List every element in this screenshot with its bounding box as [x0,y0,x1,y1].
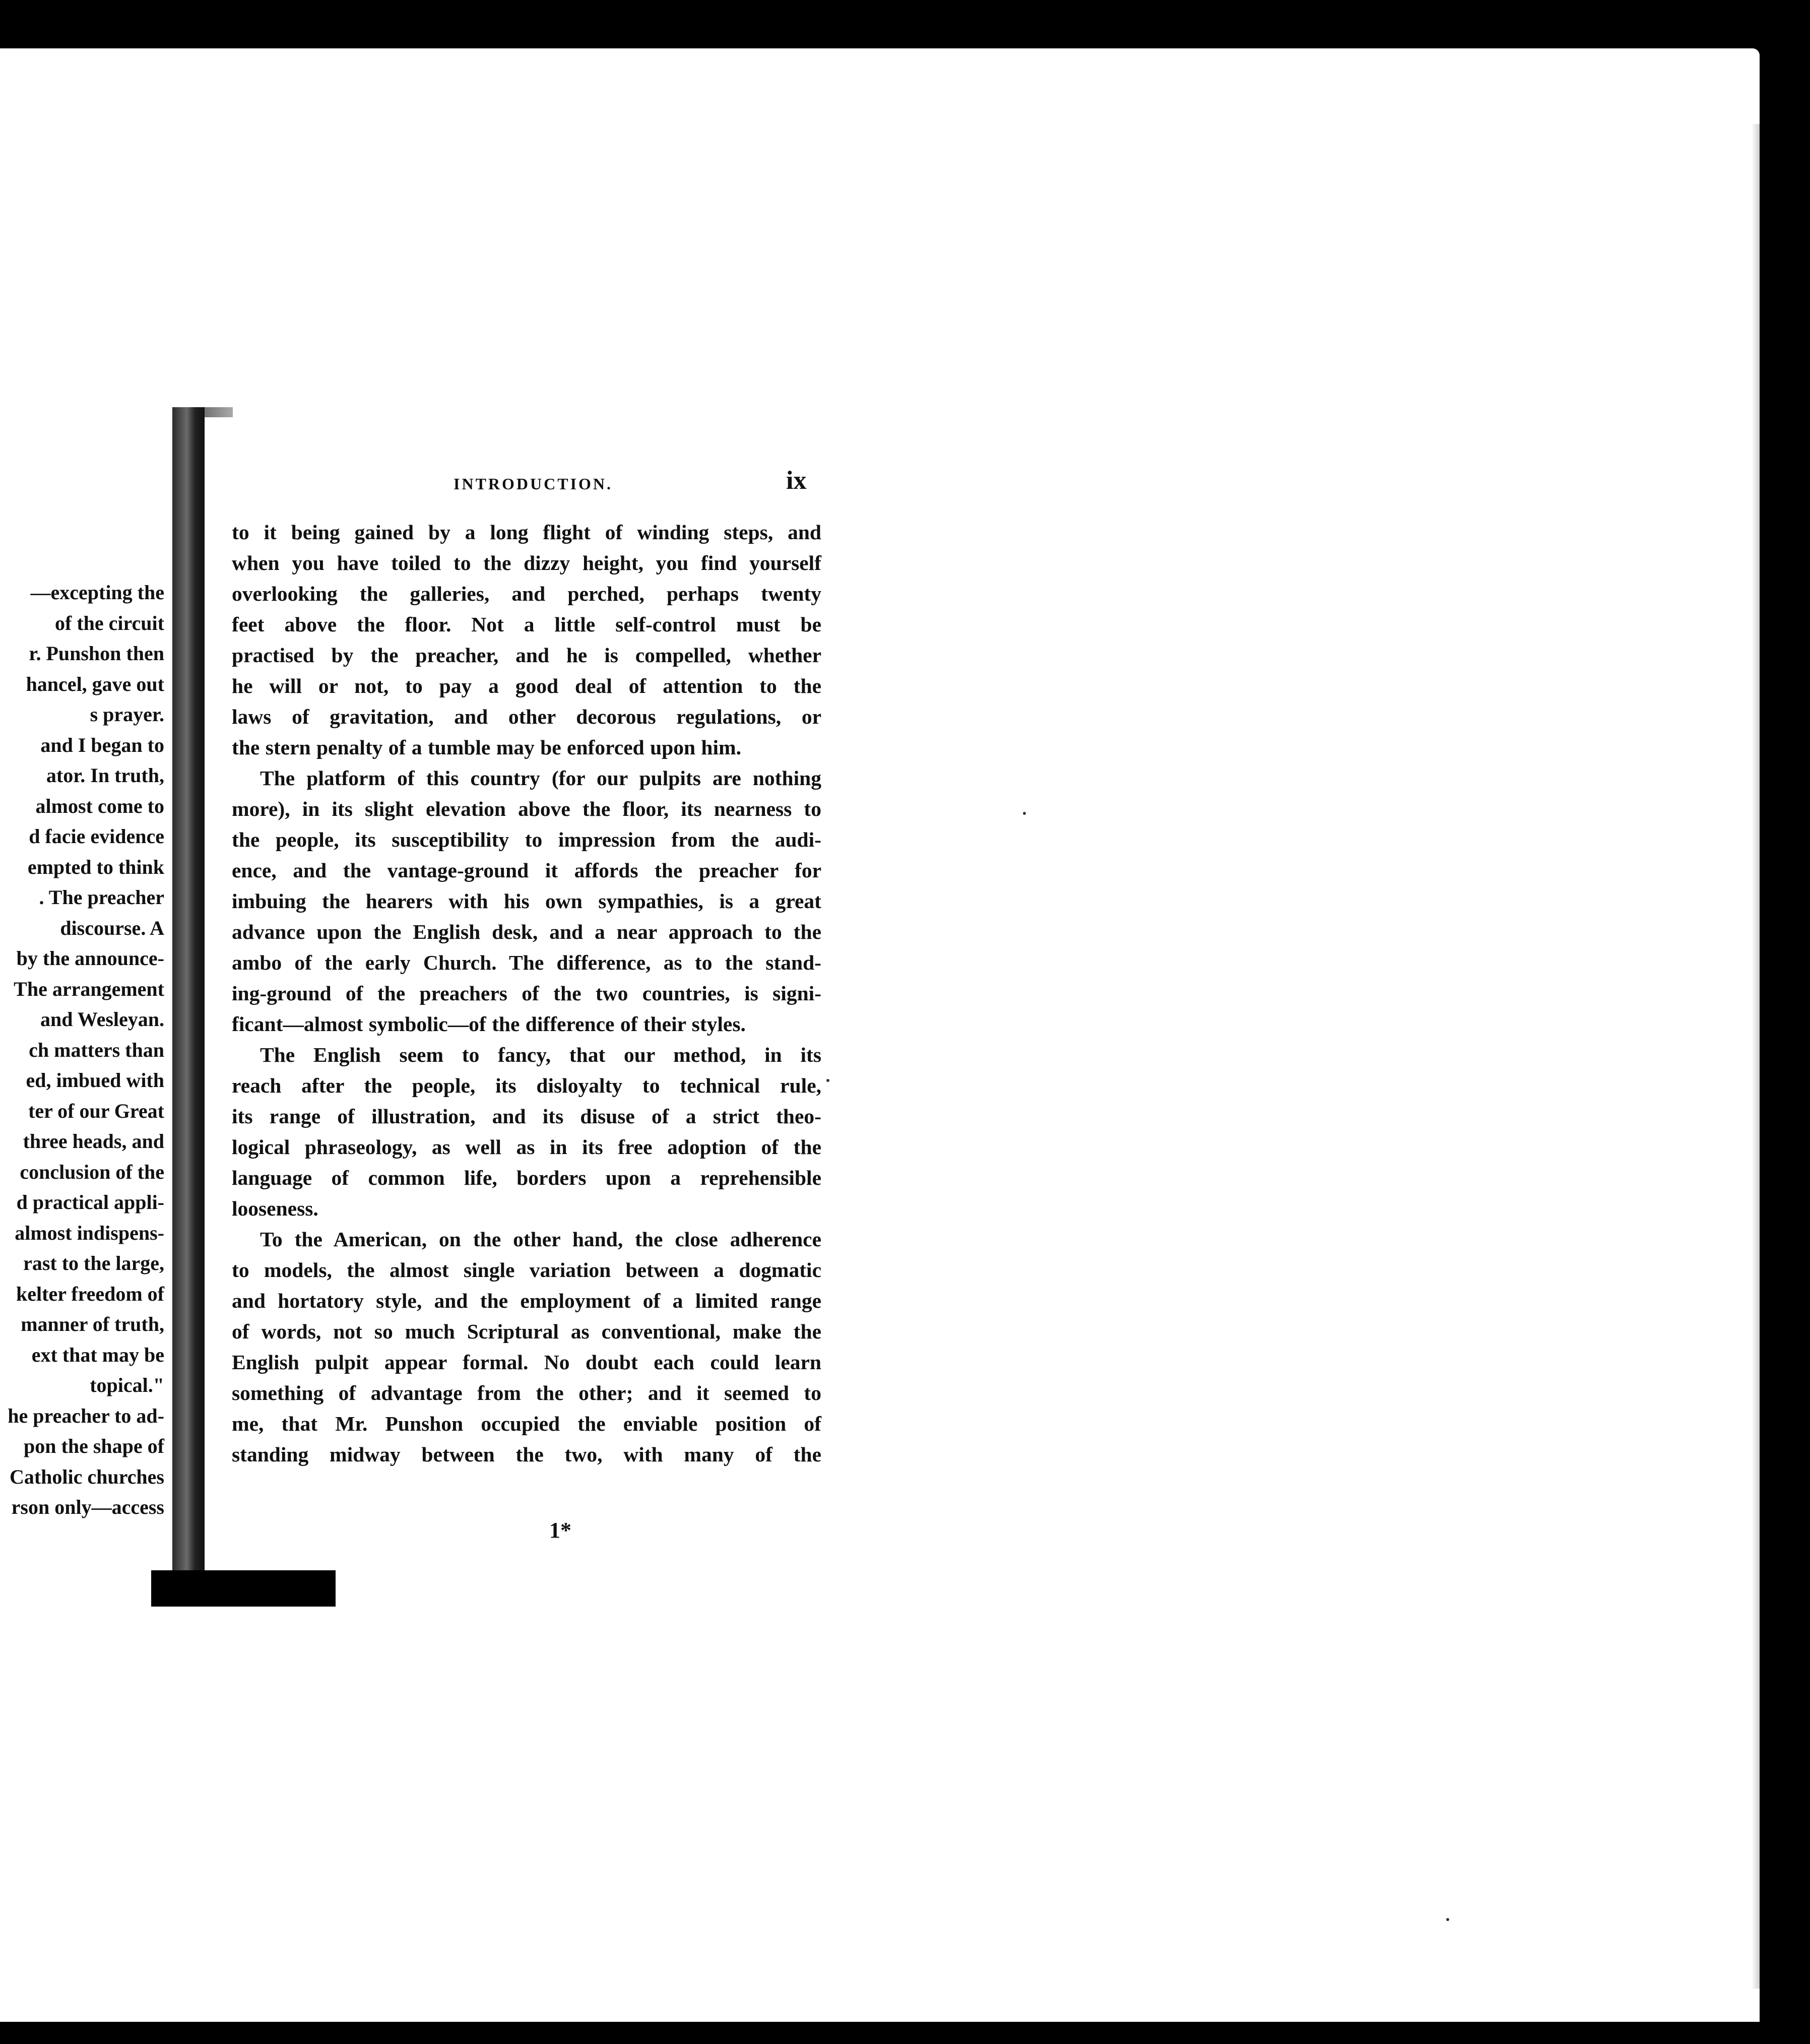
prev-page-line: conclusion of the [20,1160,164,1183]
text-line: practised by the preacher, and he is compelled, whether [232,644,821,667]
text-line: laws of gravitation, and other decorous regulations, or [232,705,821,728]
text-line: when you have toiled to the dizzy height, you find yourself [232,551,821,574]
prev-page-line: The arrangement [14,977,164,1000]
prev-page-line: ator. In truth, [46,764,164,787]
text-line: The English seem to fancy, that our method, in its [260,1043,821,1066]
prev-page-line: ext that may be [31,1343,164,1366]
text-line: the people, its susceptibility to impression from the audi- [232,828,821,851]
text-line: reach after the people, its disloyalty to technical rule, [232,1074,821,1097]
prev-page-line: three heads, and [23,1130,164,1153]
sheet-edge-shadow [1752,124,1760,1989]
text-line: ficant—almost symbolic—of the difference of their styles. [232,1012,746,1036]
text-line: feet above the floor. Not a little self-control must be [232,613,821,636]
prev-page-line: discourse. A [60,916,164,939]
text-line: standing midway between the two, with many of the [232,1443,821,1466]
prev-page-line: r. Punshon then [29,642,164,665]
prev-page-line: and I began to [40,733,164,756]
prev-page-line: Catholic churches [9,1465,164,1488]
prev-page-line: by the announce- [16,947,164,970]
scan-speck [826,1079,829,1082]
signature-mark: 1* [549,1518,571,1543]
book-page [227,462,922,1570]
text-line: looseness. [232,1197,318,1220]
previous-page-fragment [0,578,171,1535]
text-line: English pulpit appear formal. No doubt each could learn [232,1351,821,1374]
text-line: ing-ground of the preachers of the two countries, is signi- [232,982,821,1005]
text-line: To the American, on the other hand, the close adherence [260,1228,821,1251]
prev-page-line: and Wesleyan. [40,1008,164,1031]
body-text [232,517,821,1470]
book-gutter [172,407,205,1596]
text-line: more), in its slight elevation above the floor, its nearness to [232,797,821,820]
prev-page-line: almost indispens- [15,1221,164,1244]
text-line: the stern penalty of a tumble may be enforced upon him. [232,736,741,759]
text-line: language of common life, borders upon a reprehensible [232,1166,821,1189]
text-line: of words, not so much Scriptural as conventional, make the [232,1320,821,1343]
text-line: ence, and the vantage-ground it affords the preacher for [232,859,821,882]
prev-page-line: pon the shape of [24,1435,164,1457]
running-head [227,462,821,497]
prev-page-line: rson only—access [11,1496,164,1518]
prev-page-line: rast to the large, [23,1252,164,1274]
text-line: ambo of the early Church. The difference, as to the stand- [232,951,821,974]
text-line: advance upon the English desk, and a near approach to the [232,920,821,943]
prev-page-line: —excepting the [30,581,164,604]
scan-speck [1446,1918,1449,1921]
text-line: me, that Mr. Punshon occupied the enviable position of [232,1412,821,1435]
text-line: he will or not, to pay a good deal of attention to the [232,674,821,697]
prev-page-line: almost come to [35,794,164,817]
text-line: overlooking the galleries, and perched, perhaps twenty [232,582,821,605]
text-line: imbuing the hearers with his own sympathies, is a great [232,889,821,913]
prev-page-line: empted to think [27,855,164,878]
text-line: to it being gained by a long flight of winding steps, and [232,521,821,544]
prev-page-line: ed, imbued with [26,1069,164,1092]
page-number: ix [786,466,807,495]
prev-page-line: topical." [90,1374,164,1396]
text-line: The platform of this country (for our pulpits are nothing [260,766,821,790]
prev-page-line: ch matters than [29,1038,164,1061]
prev-page-line: . The preacher [39,886,164,909]
prev-page-line: hancel, gave out [26,672,164,695]
text-line: and hortatory style, and the employment of a limited range [232,1289,821,1312]
page-title: INTRODUCTION. [454,475,613,493]
gutter-foot [151,1570,336,1607]
scanned-sheet [0,48,1760,2022]
prev-page-line: he preacher to ad- [8,1404,164,1427]
prev-page-line: d facie evidence [29,825,164,848]
prev-page-line: manner of truth, [21,1313,164,1335]
text-line: something of advantage from the other; and it seemed to [232,1381,821,1404]
text-line: logical phraseology, as well as in its free adoption of the [232,1135,821,1159]
prev-page-line: s prayer. [90,703,164,726]
prev-page-line: kelter freedom of [16,1282,164,1305]
text-line: to models, the almost single variation between a dogmatic [232,1258,821,1282]
prev-page-line: d practical appli- [16,1191,164,1213]
scan-speck [1023,812,1026,815]
prev-page-line: ter of our Great [28,1099,164,1122]
prev-page-line: of the circuit [55,611,164,634]
text-line: its range of illustration, and its disuse of a strict theo- [232,1105,821,1128]
